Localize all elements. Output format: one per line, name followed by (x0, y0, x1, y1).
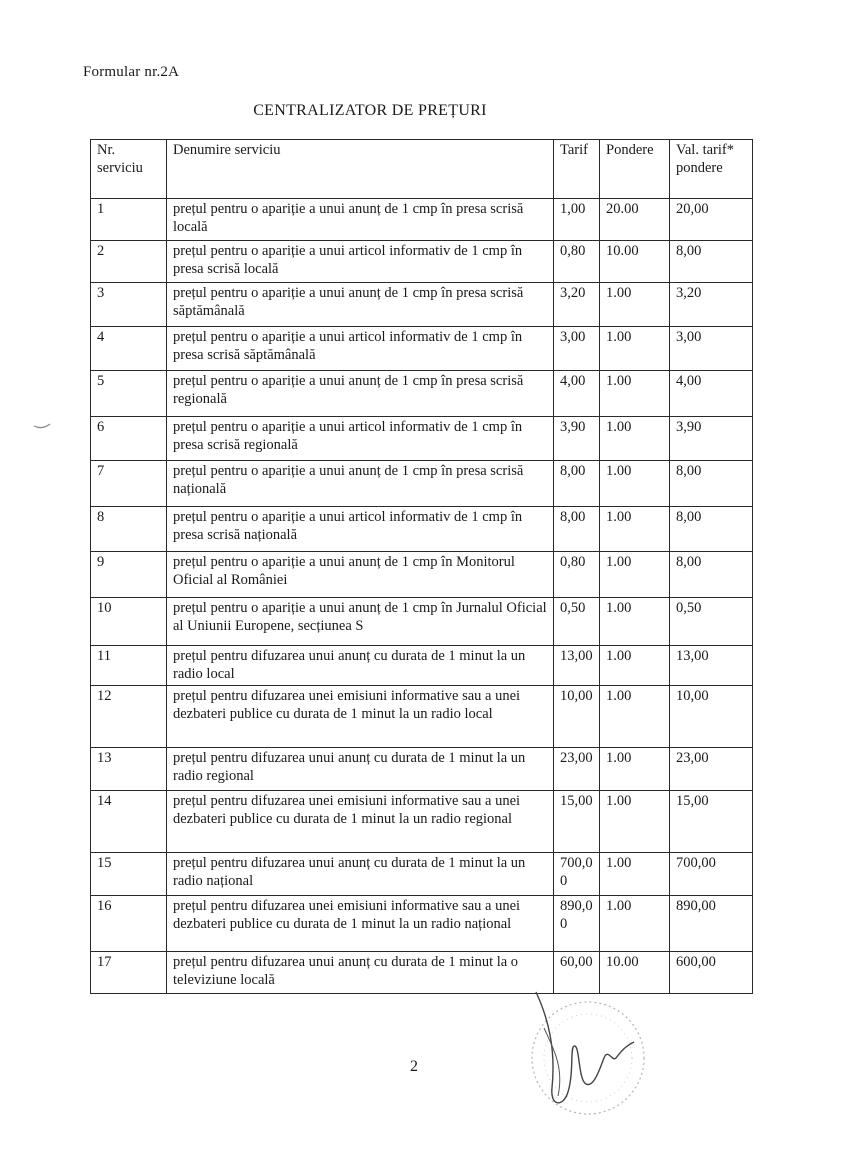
service-name: prețul pentru o apariție a unui articol informativ de 1 cmp în presa scrisă locală (167, 241, 554, 283)
table-row (91, 327, 753, 371)
pondere-value: 1.00 (600, 371, 670, 417)
pondere-value: 1.00 (600, 791, 670, 853)
page-number: 2 (410, 1058, 418, 1075)
tarif-value: 10,00 (554, 686, 600, 748)
form-label: Formular nr.2A (83, 64, 180, 80)
table-row (91, 853, 753, 896)
table-row (91, 552, 753, 598)
row-number: 6 (91, 417, 167, 461)
service-name: prețul pentru o apariție a unui articol informativ de 1 cmp în presa scrisă regională (167, 417, 554, 461)
row-number: 10 (91, 598, 167, 646)
tarif-value: 13,00 (554, 646, 600, 686)
total-value: 4,00 (670, 371, 753, 417)
total-value: 8,00 (670, 461, 753, 507)
tarif-value: 60,00 (554, 952, 600, 994)
pondere-value: 1.00 (600, 853, 670, 896)
tarif-value: 8,00 (554, 461, 600, 507)
pondere-value: 1.00 (600, 896, 670, 952)
column-header-tarif: Tarif (554, 140, 600, 199)
table-row (91, 507, 753, 552)
service-name: prețul pentru o apariție a unui anunț de 1 cmp în presa scrisă regională (167, 371, 554, 417)
service-name: prețul pentru o apariție a unui articol informativ de 1 cmp în presa scrisă națională (167, 507, 554, 552)
pondere-value: 1.00 (600, 748, 670, 791)
row-number: 16 (91, 896, 167, 952)
service-name: prețul pentru difuzarea unei emisiuni informative sau a unei dezbateri publice cu durata de 1 minut la un radio național (167, 896, 554, 952)
total-value: 700,00 (670, 853, 753, 896)
tarif-value: 890,00 (554, 896, 600, 952)
service-name: prețul pentru difuzarea unui anunț cu durata de 1 minut la un radio național (167, 853, 554, 896)
pondere-value: 1.00 (600, 646, 670, 686)
row-number: 12 (91, 686, 167, 748)
signature-stamp-icon (508, 988, 658, 1118)
table-body (91, 199, 753, 994)
tarif-value: 3,90 (554, 417, 600, 461)
tarif-value: 4,00 (554, 371, 600, 417)
service-name: prețul pentru difuzarea unui anunț cu durata de 1 minut la un radio regional (167, 748, 554, 791)
table-row (91, 686, 753, 748)
table-header-row (91, 140, 753, 199)
row-number: 5 (91, 371, 167, 417)
service-name: prețul pentru difuzarea unui anunț cu durata de 1 minut la o televiziune locală (167, 952, 554, 994)
table-row (91, 461, 753, 507)
tarif-value: 3,20 (554, 283, 600, 327)
total-value: 20,00 (670, 199, 753, 241)
row-number: 4 (91, 327, 167, 371)
table-row (91, 598, 753, 646)
pondere-value: 1.00 (600, 417, 670, 461)
total-value: 23,00 (670, 748, 753, 791)
service-name: prețul pentru difuzarea unui anunț cu durata de 1 minut la un radio local (167, 646, 554, 686)
table-row (91, 199, 753, 241)
service-name: prețul pentru o apariție a unui anunț de 1 cmp în presa scrisă locală (167, 199, 554, 241)
total-value: 10,00 (670, 686, 753, 748)
table-row (91, 241, 753, 283)
column-header-service-name: Denumire serviciu (167, 140, 554, 199)
total-value: 0,50 (670, 598, 753, 646)
table-row (91, 371, 753, 417)
service-name: prețul pentru o apariție a unui anunț de 1 cmp în presa scrisă națională (167, 461, 554, 507)
service-name: prețul pentru difuzarea unei emisiuni informative sau a unei dezbateri publice cu durata de 1 minut la un radio regional (167, 791, 554, 853)
table-row (91, 748, 753, 791)
total-value: 13,00 (670, 646, 753, 686)
row-number: 1 (91, 199, 167, 241)
tarif-value: 700,00 (554, 853, 600, 896)
table-row (91, 646, 753, 686)
tarif-value: 23,00 (554, 748, 600, 791)
table-row (91, 283, 753, 327)
pondere-value: 1.00 (600, 507, 670, 552)
row-number: 9 (91, 552, 167, 598)
row-number: 11 (91, 646, 167, 686)
total-value: 8,00 (670, 507, 753, 552)
column-header-value: Val. tarif* pondere (670, 140, 753, 199)
total-value: 3,00 (670, 327, 753, 371)
pondere-value: 1.00 (600, 598, 670, 646)
service-name: prețul pentru o apariție a unui anunț de 1 cmp în presa scrisă săptămânală (167, 283, 554, 327)
row-number: 3 (91, 283, 167, 327)
total-value: 3,20 (670, 283, 753, 327)
pondere-value: 1.00 (600, 686, 670, 748)
total-value: 890,00 (670, 896, 753, 952)
pondere-value: 1.00 (600, 552, 670, 598)
scan-margin-mark (32, 416, 52, 430)
service-name: prețul pentru o apariție a unui anunț de 1 cmp în Jurnalul Oficial al Uniunii Europene, secțiunea S (167, 598, 554, 646)
pondere-value: 1.00 (600, 327, 670, 371)
row-number: 17 (91, 952, 167, 994)
tarif-value: 1,00 (554, 199, 600, 241)
tarif-value: 15,00 (554, 791, 600, 853)
tarif-value: 3,00 (554, 327, 600, 371)
service-name: prețul pentru o apariție a unui anunț de 1 cmp în Monitorul Oficial al României (167, 552, 554, 598)
row-number: 15 (91, 853, 167, 896)
price-summary-table (90, 139, 753, 994)
total-value: 15,00 (670, 791, 753, 853)
row-number: 14 (91, 791, 167, 853)
row-number: 2 (91, 241, 167, 283)
total-value: 600,00 (670, 952, 753, 994)
column-header-pondere: Pondere (600, 140, 670, 199)
tarif-value: 0,50 (554, 598, 600, 646)
row-number: 8 (91, 507, 167, 552)
tarif-value: 0,80 (554, 241, 600, 283)
table-row (91, 791, 753, 853)
tarif-value: 0,80 (554, 552, 600, 598)
pondere-value: 20.00 (600, 199, 670, 241)
tarif-value: 8,00 (554, 507, 600, 552)
row-number: 13 (91, 748, 167, 791)
document-title: CENTRALIZATOR DE PREȚURI (253, 102, 487, 119)
column-header-nr: Nr. serviciu (91, 140, 167, 199)
service-name: prețul pentru difuzarea unei emisiuni informative sau a unei dezbateri publice cu durata de 1 minut la un radio local (167, 686, 554, 748)
pondere-value: 1.00 (600, 283, 670, 327)
pondere-value: 10.00 (600, 241, 670, 283)
total-value: 3,90 (670, 417, 753, 461)
service-name: prețul pentru o apariție a unui articol informativ de 1 cmp în presa scrisă săptămânală (167, 327, 554, 371)
pondere-value: 10.00 (600, 952, 670, 994)
total-value: 8,00 (670, 241, 753, 283)
pondere-value: 1.00 (600, 461, 670, 507)
row-number: 7 (91, 461, 167, 507)
table-row (91, 417, 753, 461)
total-value: 8,00 (670, 552, 753, 598)
table-row (91, 896, 753, 952)
